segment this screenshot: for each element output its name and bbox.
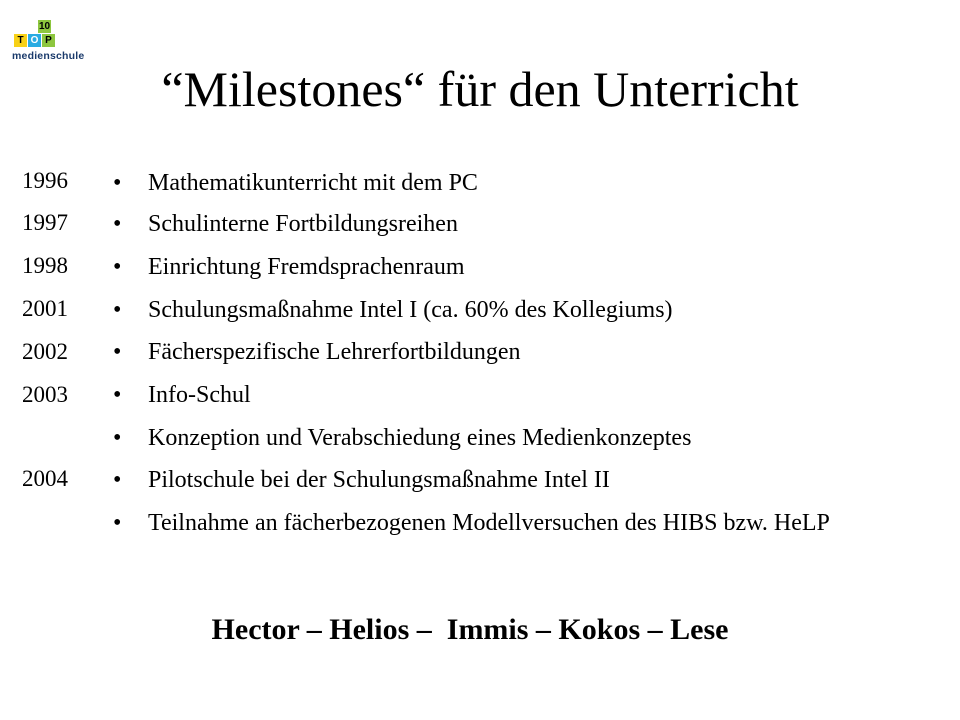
list-item: Einrichtung Fremdsprachenraum: [148, 254, 465, 280]
list-item: Fächerspezifische Lehrerfortbildungen: [148, 339, 521, 365]
list-item: Konzeption und Verabschiedung eines Medienkonzeptes: [148, 425, 692, 451]
slide-title: “Milestones“ für den Unterricht: [161, 61, 799, 117]
bullet-glyph: •: [113, 382, 122, 408]
list-item: Mathematikunterricht mit dem PC: [148, 170, 478, 196]
year-label: 2003: [22, 382, 68, 407]
project-names-line: Hector – Helios – Immis – Kokos – Lese: [211, 613, 729, 646]
year-label: 1997: [22, 210, 68, 235]
year-label: 2002: [22, 339, 68, 364]
bullet-glyph: •: [113, 297, 122, 323]
list-item: Schulinterne Fortbildungsreihen: [148, 211, 458, 237]
bullet-glyph: •: [113, 510, 122, 536]
logo-letter-t: T: [14, 34, 27, 47]
list-item: Info-Schul: [148, 382, 251, 408]
bullet-glyph: •: [113, 467, 122, 493]
bullet-glyph: •: [113, 425, 122, 451]
year-label: 1996: [22, 168, 68, 193]
logo-letter-p: P: [42, 34, 55, 47]
logo-number-tile: 10: [38, 21, 51, 32]
bullet-glyph: •: [113, 339, 122, 365]
list-item: Schulungsmaßnahme Intel I (ca. 60% des Kollegiums): [148, 297, 673, 323]
year-label: 2004: [22, 466, 68, 491]
bullet-glyph: •: [113, 211, 122, 237]
list-item: Teilnahme an fächerbezogenen Modellversuchen des HIBS bzw. HeLP: [148, 510, 830, 536]
logo-name: medienschule: [12, 50, 85, 62]
bullet-glyph: •: [113, 170, 122, 196]
year-label: 1998: [22, 253, 68, 278]
logo-letter-o: O: [28, 34, 41, 47]
list-item: Pilotschule bei der Schulungsmaßnahme Intel II: [148, 467, 610, 493]
bullet-glyph: •: [113, 254, 122, 280]
year-label: 2001: [22, 296, 68, 321]
